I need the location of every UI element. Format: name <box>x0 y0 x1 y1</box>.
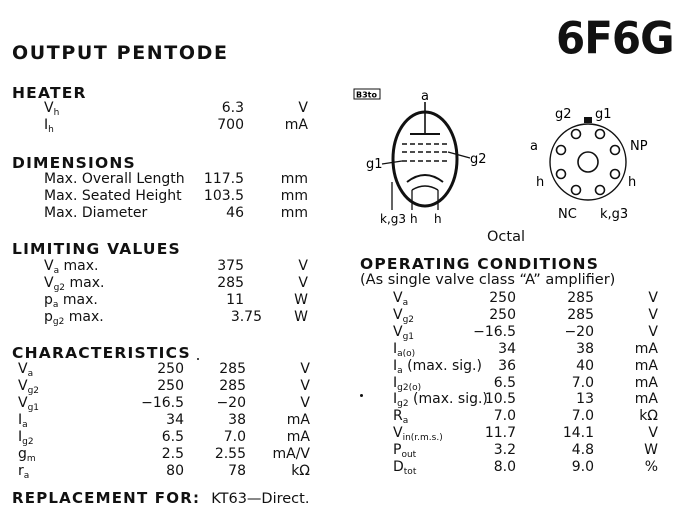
operating-value-2: 7.0 <box>571 408 594 425</box>
operating-unit: kΩ <box>639 408 658 425</box>
base-h-right-label: h <box>628 175 637 190</box>
symbol-letter: r <box>18 463 24 479</box>
valve-symbol-diagram <box>352 82 502 232</box>
symbol-letter: I <box>393 391 398 408</box>
g1-label: g1 <box>366 157 383 172</box>
dimension-label: Max. Overall Length <box>44 171 185 187</box>
operating-value-1: 3.2 <box>493 442 516 459</box>
operating-unit: mA <box>634 391 658 408</box>
operating-unit: mA <box>634 357 658 374</box>
page-title: OUTPUT PENTODE <box>12 42 229 64</box>
dimension-unit: mm <box>280 188 308 204</box>
heater-value: 6.3 <box>221 100 244 116</box>
symbol-letter: V <box>44 100 54 116</box>
operating-value-2: 285 <box>567 306 594 323</box>
heater-heading: HEATER <box>12 84 87 102</box>
base-k-g3-label: k,g3 <box>600 207 629 222</box>
anode-label: a <box>421 89 429 104</box>
characteristic-value-2: 78 <box>228 463 246 479</box>
operating-value-1: −16.5 <box>473 323 516 340</box>
symbol-subscript: h <box>53 108 60 118</box>
symbol-letter: I <box>18 412 23 428</box>
symbol-subscript: g2 <box>397 399 409 410</box>
limiting-value: 375 <box>217 258 244 274</box>
symbol-subscript: g2 <box>53 283 66 293</box>
operating-value-1: 250 <box>489 290 516 306</box>
operating-value-2: 7.0 <box>571 374 594 391</box>
print-speck <box>360 394 363 397</box>
characteristic-value-2: 285 <box>219 361 246 377</box>
operating-value-2: 40 <box>576 357 594 374</box>
symbol-subscript: a(o) <box>397 348 416 359</box>
symbol-subscript: g2 <box>27 386 40 396</box>
symbol-suffix: max. <box>58 292 98 308</box>
characteristic-value-2: 38 <box>228 412 246 428</box>
operating-unit: % <box>644 459 658 475</box>
operating-value-1: 7.0 <box>493 408 516 425</box>
operating-value-2: 285 <box>567 290 594 306</box>
symbol-letter: p <box>44 292 53 308</box>
diagram-code: B3to <box>356 90 377 100</box>
dimension-value: 117.5 <box>203 171 244 187</box>
operating-unit: V <box>648 290 658 306</box>
limiting-values-heading: LIMITING VALUES <box>12 240 181 258</box>
cathode <box>407 175 443 182</box>
pin <box>572 130 581 139</box>
characteristic-value-2: 2.55 <box>214 446 246 462</box>
characteristic-unit: V <box>300 395 310 411</box>
base-a-label: a <box>530 139 538 154</box>
pin <box>572 186 581 195</box>
operating-value-2: 4.8 <box>571 442 594 459</box>
print-speck <box>197 358 199 360</box>
symbol-letter: I <box>18 429 23 445</box>
operating-conditions-heading: OPERATING CONDITIONS <box>360 255 600 273</box>
symbol-letter: I <box>393 357 398 374</box>
base-name: Octal <box>487 229 525 245</box>
operating-value-1: 6.5 <box>493 374 516 391</box>
limiting-unit: V <box>298 275 308 291</box>
symbol-letter: p <box>44 309 53 325</box>
symbol-subscript: g2 <box>402 314 415 325</box>
characteristic-value-2: 7.0 <box>223 429 246 445</box>
symbol-letter: V <box>393 290 403 306</box>
limiting-unit: W <box>294 309 308 325</box>
characteristic-value-1: 250 <box>157 361 184 377</box>
symbol-letter: R <box>393 408 403 425</box>
characteristic-value-1: 6.5 <box>161 429 184 445</box>
symbol-subscript: g2 <box>22 437 34 447</box>
heater-unit: mA <box>284 117 308 133</box>
symbol-subscript: a <box>402 298 409 308</box>
symbol-letter: V <box>18 395 28 411</box>
symbol-letter: I <box>44 117 49 133</box>
characteristic-unit: mA <box>286 429 310 445</box>
operating-value-2: 9.0 <box>571 459 594 475</box>
operating-value-2: 14.1 <box>562 425 594 442</box>
characteristic-unit: mA/V <box>272 446 310 462</box>
parameter-symbol <box>393 459 416 480</box>
operating-unit: W <box>644 442 658 459</box>
pin <box>611 146 620 155</box>
limiting-value: 3.75 <box>230 309 262 325</box>
symbol-subscript: tot <box>403 467 417 477</box>
base-h-left-label: h <box>536 175 545 190</box>
symbol-subscript: a <box>22 420 28 430</box>
pin <box>611 170 620 179</box>
symbol-subscript: in(r.m.s.) <box>402 433 443 444</box>
symbol-suffix: max. <box>65 275 105 291</box>
dimension-value: 46 <box>226 205 244 221</box>
symbol-letter: P <box>393 442 402 459</box>
heater-label-right: h <box>434 212 442 226</box>
pin <box>557 146 566 155</box>
g2-label: g2 <box>470 152 487 167</box>
symbol-letter: D <box>393 459 404 475</box>
base-g2-label: g2 <box>555 107 572 122</box>
symbol-subscript: m <box>26 454 36 464</box>
heater-value: 700 <box>217 117 244 133</box>
base-key <box>584 117 592 123</box>
base-g1-label: g1 <box>595 107 612 122</box>
symbol-subscript: g2(o) <box>397 382 422 393</box>
symbol-letter: V <box>44 275 54 291</box>
operating-unit: V <box>648 425 658 442</box>
base-outline <box>550 124 626 200</box>
octal-base-diagram <box>520 100 660 225</box>
symbol-subscript: g2 <box>52 317 65 327</box>
dimension-unit: mm <box>280 171 308 187</box>
operating-value-2: −20 <box>564 323 594 340</box>
symbol-letter: g <box>18 446 27 462</box>
operating-unit: V <box>648 323 658 340</box>
operating-unit: mA <box>634 374 658 391</box>
base-nc-label: NC <box>558 207 577 222</box>
symbol-subscript: out <box>401 450 417 461</box>
characteristic-value-1: 80 <box>166 463 184 479</box>
dimension-unit: mm <box>280 205 308 221</box>
parameter-symbol <box>18 463 29 484</box>
symbol-suffix: max. <box>59 258 99 274</box>
characteristic-unit: V <box>300 378 310 394</box>
dimension-value: 103.5 <box>203 188 244 204</box>
characteristic-value-1: 250 <box>157 378 184 394</box>
characteristic-value-1: 34 <box>166 412 184 428</box>
characteristic-value-2: −20 <box>216 395 246 411</box>
valve-type-number: 6F6G <box>556 12 674 65</box>
symbol-suffix: (max. sig.) <box>408 391 488 408</box>
symbol-letter: V <box>393 306 403 323</box>
characteristic-value-1: 2.5 <box>161 446 184 462</box>
symbol-suffix: (max. sig.) <box>402 357 482 374</box>
operating-value-1: 11.7 <box>484 425 516 442</box>
operating-unit: mA <box>634 340 658 357</box>
dimension-label: Max. Diameter <box>44 205 148 221</box>
characteristic-unit: mA <box>286 412 310 428</box>
operating-unit: V <box>648 306 658 323</box>
operating-value-1: 36 <box>498 357 516 374</box>
operating-value-1: 8.0 <box>493 459 516 475</box>
replacement-line <box>12 488 309 507</box>
operating-conditions-subtitle: (As single valve class “A” amplifier) <box>360 272 616 288</box>
symbol-subscript: a <box>27 369 34 379</box>
g2-lead <box>448 152 470 158</box>
base-np-label: NP <box>630 139 648 154</box>
limiting-value: 11 <box>226 292 244 308</box>
symbol-subscript: a <box>52 300 59 310</box>
heater-unit: V <box>298 100 308 116</box>
symbol-subscript: a <box>402 416 409 427</box>
dimensions-heading: DIMENSIONS <box>12 154 136 172</box>
limiting-value: 285 <box>217 275 244 291</box>
pin <box>557 170 566 179</box>
limiting-unit: W <box>294 292 308 308</box>
symbol-letter: I <box>393 374 398 391</box>
characteristic-unit: V <box>300 361 310 377</box>
limiting-unit: V <box>298 258 308 274</box>
operating-value-2: 38 <box>576 340 594 357</box>
symbol-letter: V <box>393 425 403 442</box>
parameter-symbol <box>44 309 104 330</box>
symbol-subscript: a <box>53 266 60 276</box>
operating-value-2: 13 <box>576 391 594 408</box>
operating-value-1: 34 <box>498 340 516 357</box>
symbol-letter: V <box>18 361 28 377</box>
k-g3-label: k,g3 <box>380 212 407 226</box>
replacement-label: REPLACEMENT FOR: <box>12 489 201 507</box>
symbol-subscript: g1 <box>402 331 415 342</box>
dimension-label: Max. Seated Height <box>44 188 182 204</box>
characteristic-value-1: −16.5 <box>141 395 184 411</box>
symbol-suffix: max. <box>64 309 104 325</box>
symbol-letter: V <box>18 378 28 394</box>
replacement-text: KT63—Direct. <box>211 491 310 507</box>
pin <box>596 186 605 195</box>
characteristic-value-2: 285 <box>219 378 246 394</box>
characteristics-heading: CHARACTERISTICS <box>12 344 191 362</box>
symbol-subscript: g1 <box>27 403 40 413</box>
heater <box>412 186 438 190</box>
operating-value-1: 250 <box>489 306 516 323</box>
symbol-subscript: a <box>23 471 30 481</box>
pin <box>596 130 605 139</box>
characteristic-unit: kΩ <box>291 463 310 479</box>
symbol-letter: V <box>44 258 54 274</box>
operating-value-1: 10.5 <box>484 391 516 408</box>
symbol-letter: I <box>393 340 398 357</box>
parameter-symbol <box>44 117 54 138</box>
symbol-subscript: a <box>397 365 403 376</box>
symbol-subscript: h <box>48 125 54 135</box>
heater-label-left: h <box>410 212 418 226</box>
symbol-letter: V <box>393 323 403 340</box>
base-pins <box>557 130 620 195</box>
base-spigot <box>578 152 598 172</box>
